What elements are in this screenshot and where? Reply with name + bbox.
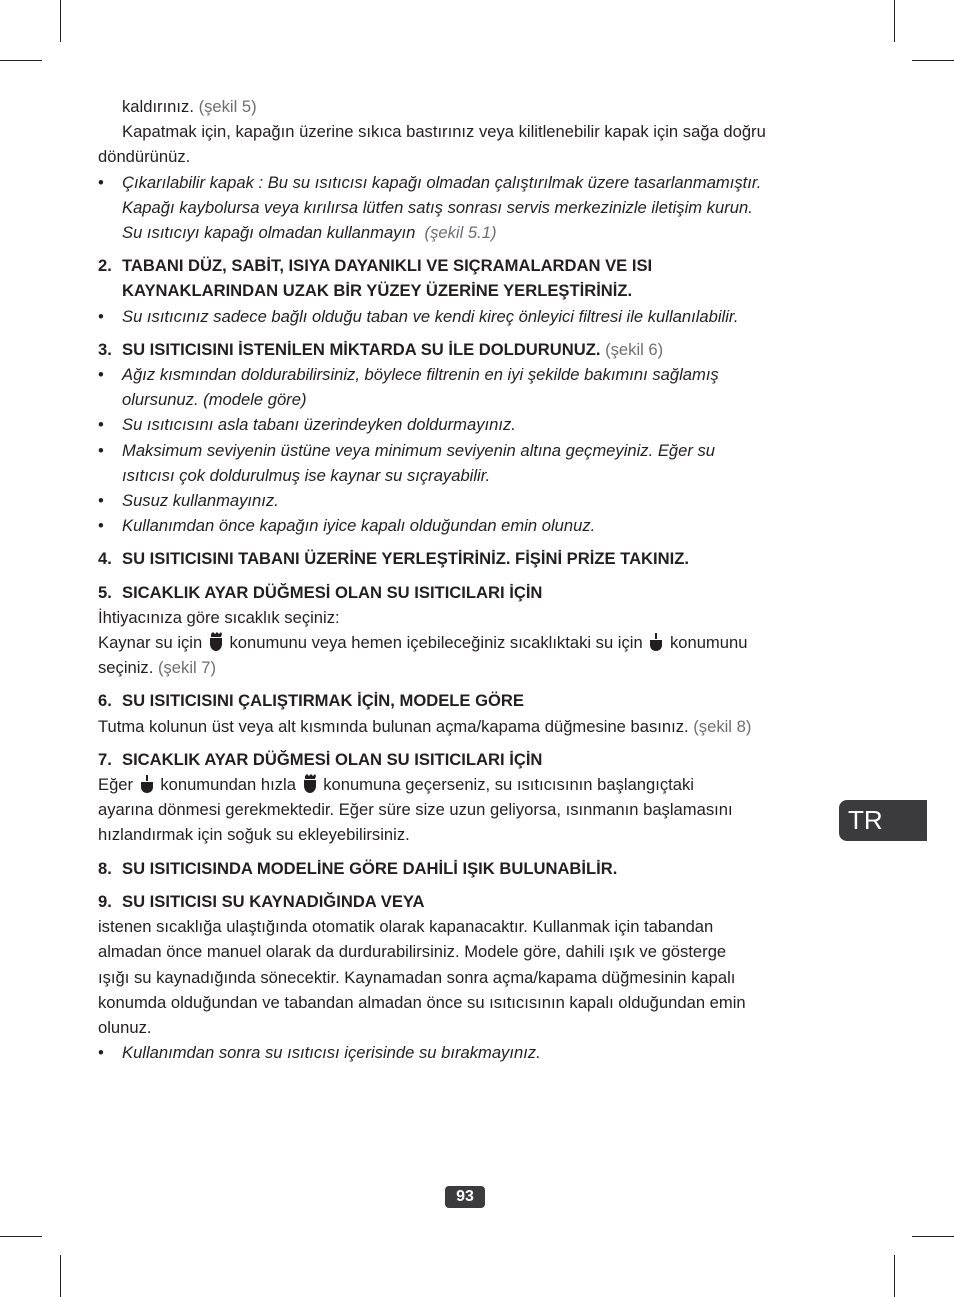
intro-line: döndürünüz. (98, 147, 191, 167)
crop-mark (60, 1255, 61, 1297)
figure-reference: (şekil 5.1) (424, 223, 497, 243)
bullet-dot: • (98, 516, 104, 536)
document-body (98, 94, 838, 1065)
bullet-dot: • (98, 440, 104, 460)
intro-line: Kapatmak için, kapağın üzerine sıkıca bastırınız veya kilitlenebilir kapak için sağa doğru (122, 122, 766, 142)
paragraph-line: istenen sıcaklığa ulaştığında otomatik olarak kapanacaktır. Kullanmak için tabandan (98, 917, 714, 937)
paragraph-line: ışığı su kaynadığında sönecektir. Kaynamadan sonra açma/kapama düğmesinin kapalı (98, 967, 736, 987)
figure-reference: (şekil 6) (605, 339, 664, 359)
bullet-item: • Susuz kullanmayınız. (98, 488, 838, 513)
crop-mark (912, 1236, 954, 1237)
section-heading-9: 9. SU ISITICISI SU KAYNADIĞINDA VEYA (98, 891, 425, 911)
section-heading-3: 3. SU ISITICISINI İSTENİLEN MİKTARDA SU İLE DOLDURUNUZ. (şekil 6) (98, 339, 664, 359)
language-tab: TR (839, 800, 927, 841)
drink-temperature-icon (648, 632, 664, 652)
section-heading-8: 8. SU ISITICISINDA MODELİNE GÖRE DAHİLİ IŞIK BULUNABİLİR. (98, 858, 618, 878)
paragraph-line: Tutma kolunun üst veya alt kısmında bulunan açma/kapama düğmesine basınız. (şekil 8) (98, 716, 752, 736)
paragraph-line: olunuz. (98, 1017, 152, 1037)
paragraph-line: ayarına dönmesi gerekmektedir. Eğer süre size uzun geliyorsa, ısınmanın başlamasını (98, 800, 733, 820)
section-heading-5: 5. SICAKLIK AYAR DÜĞMESİ OLAN SU ISITICILARI İÇİN (98, 582, 543, 602)
paragraph-line: konumda olduğundan ve tabandan almadan önce su ısıtıcısının kapalı olduğundan emin (98, 992, 746, 1012)
bullet-item: • Ağız kısmından doldurabilirsiniz, böylece filtrenin en iyi şekilde bakımını sağlamış olursunuz. (modele göre) (98, 362, 838, 412)
bullet-dot: • (98, 172, 104, 192)
bullet-dot: • (98, 491, 104, 511)
bullet-dot: • (98, 415, 104, 435)
bullet-dot: • (98, 306, 104, 326)
section-heading-6: 6. SU ISITICISINI ÇALIŞTIRMAK İÇİN, MODELE GÖRE (98, 691, 524, 711)
section-heading-7: 7. SICAKLIK AYAR DÜĞMESİ OLAN SU ISITICILARI İÇİN (98, 749, 543, 769)
bullet-item: • Maksimum seviyenin üstüne veya minimum seviyenin altına geçmeyiniz. Eğer su ısıtıcısı çok doldurulmuş ise kaynar su sıçrayabilir. (98, 438, 838, 488)
section-heading-2: 2. TABANI DÜZ, SABİT, ISIYA DAYANIKLI VE SIÇRAMALARDAN VE ISI KAYNAKLARINDAN UZAK BİR YÜZEY ÜZERİNE YERLEŞTİRİNİZ. (98, 256, 653, 301)
paragraph-line: Kaynar su için konumunu veya hemen içebileceğiniz sıcaklıktaki su için konumunu (98, 633, 748, 653)
paragraph-line: almadan önce manuel olarak da durdurabilirsiniz. Modele göre, dahili ışık ve gösterge (98, 942, 727, 962)
boil-setting-icon (208, 632, 224, 652)
boil-setting-icon (302, 774, 318, 794)
bullet-item: • Su ısıtıcısını asla tabanı üzerindeyken doldurmayınız. (98, 412, 838, 437)
paragraph-line: seçiniz. (şekil 7) (98, 658, 217, 678)
figure-reference: (şekil 7) (157, 658, 217, 678)
bullet-item: • Çıkarılabilir kapak : Bu su ısıtıcısı kapağı olmadan çalıştırılmak üzere tasarlanmamıştır. Kapağı kaybolursa veya kırılırsa lütfen satış sonrası servis merkezinizle iletişim kurun. Su ısıtıcıyı kapağı olmadan kullanmayın (şekil 5.1) (98, 170, 838, 246)
bullet-item: • Kullanımdan sonra su ısıtıcısı içerisinde su bırakmayınız. (98, 1040, 838, 1065)
paragraph-line: İhtiyacınıza göre sıcaklık seçiniz: (98, 607, 340, 627)
figure-reference: (şekil 5) (198, 97, 257, 116)
crop-mark (912, 60, 954, 61)
bullet-item: • Kullanımdan önce kapağın iyice kapalı olduğundan emin olunuz. (98, 513, 838, 538)
intro-line: kaldırınız. (şekil 5) (122, 97, 257, 116)
paragraph-line: Eğer konumundan hızla konumuna geçerseniz, su ısıtıcısının başlangıçtaki (98, 775, 694, 795)
crop-mark (0, 60, 42, 61)
bullet-dot: • (98, 1043, 104, 1063)
section-heading-4: 4. SU ISITICISINI TABANI ÜZERİNE YERLEŞTİRİNİZ. FİŞİNİ PRİZE TAKINIZ. (98, 549, 689, 569)
crop-mark (894, 0, 895, 42)
bullet-dot: • (98, 365, 104, 385)
bullet-item: • Su ısıtıcınız sadece bağlı olduğu taban ve kendi kireç önleyici filtresi ile kullanılabilir. (98, 304, 838, 329)
drink-temperature-icon (139, 774, 155, 794)
figure-reference: (şekil 8) (693, 716, 752, 736)
paragraph-line: hızlandırmak için soğuk su ekleyebilirsiniz. (98, 825, 410, 845)
crop-mark (60, 0, 61, 42)
crop-mark (894, 1255, 895, 1297)
crop-mark (0, 1236, 42, 1237)
page-number: 93 (445, 1186, 485, 1208)
